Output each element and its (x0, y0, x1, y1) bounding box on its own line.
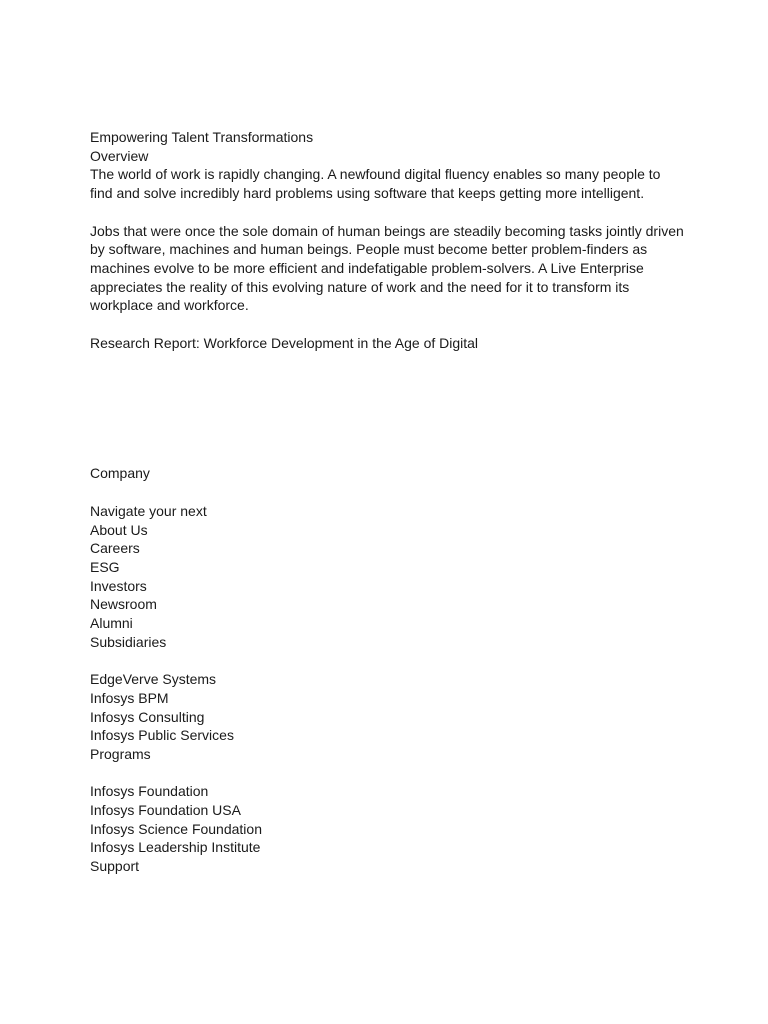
footer-link-newsroom[interactable]: Newsroom (90, 596, 157, 613)
paragraph-line: find and solve incredibly hard problems using software that keeps getting more intelligent. (90, 185, 645, 202)
research-report-link[interactable]: Research Report: Workforce Development in the Age of Digital (90, 334, 479, 351)
section-heading-overview: Overview (90, 147, 149, 164)
paragraph-line: workplace and workforce. (90, 297, 249, 314)
paragraph-intro (90, 165, 690, 202)
footer-link-subsidiaries[interactable]: Subsidiaries (90, 633, 167, 650)
footer-link-careers[interactable]: Careers (90, 540, 140, 557)
paragraph-line: by software, machines and human beings. People must become better problem-finders as (90, 241, 648, 258)
footer-link-navigate-your-next[interactable]: Navigate your next (90, 502, 207, 519)
footer-group-company-links (90, 502, 690, 652)
footer-link-programs[interactable]: Programs (90, 745, 151, 762)
footer-group-subsidiary-links (90, 670, 690, 764)
footer-link-infosys-foundation-usa[interactable]: Infosys Foundation USA (90, 802, 241, 819)
article-title: Empowering Talent Transformations (90, 129, 314, 145)
footer-link-about-us[interactable]: About Us (90, 521, 148, 538)
footer-link-infosys-public-services[interactable]: Infosys Public Services (90, 727, 234, 744)
document-page (90, 128, 690, 876)
footer-link-edgeverve-systems[interactable]: EdgeVerve Systems (90, 671, 217, 688)
paragraph-line: Jobs that were once the sole domain of human beings are steadily becoming tasks jointly driven (90, 222, 684, 239)
paragraph-line: The world of work is rapidly changing. A newfound digital fluency enables so many people to (90, 166, 661, 183)
paragraph-line: appreciates the reality of this evolving nature of work and the need for it to transform its (90, 278, 630, 295)
footer-link-infosys-foundation[interactable]: Infosys Foundation (90, 783, 209, 800)
footer-link-investors[interactable]: Investors (90, 577, 147, 594)
footer-link-infosys-leadership-institute[interactable]: Infosys Leadership Institute (90, 839, 261, 856)
footer-company-heading: Company (90, 465, 150, 482)
paragraph-line: machines evolve to be more efficient and indefatigable problem-solvers. A Live Enterprise (90, 259, 644, 276)
footer-link-infosys-consulting[interactable]: Infosys Consulting (90, 708, 205, 725)
footer-group-program-links (90, 782, 690, 876)
footer-link-infosys-bpm[interactable]: Infosys BPM (90, 689, 169, 706)
footer-link-infosys-science-foundation[interactable]: Infosys Science Foundation (90, 820, 262, 837)
footer-link-support[interactable]: Support (90, 858, 140, 875)
footer-link-esg[interactable]: ESG (90, 558, 120, 575)
footer-link-alumni[interactable]: Alumni (90, 615, 133, 632)
paragraph-jobs (90, 222, 690, 316)
